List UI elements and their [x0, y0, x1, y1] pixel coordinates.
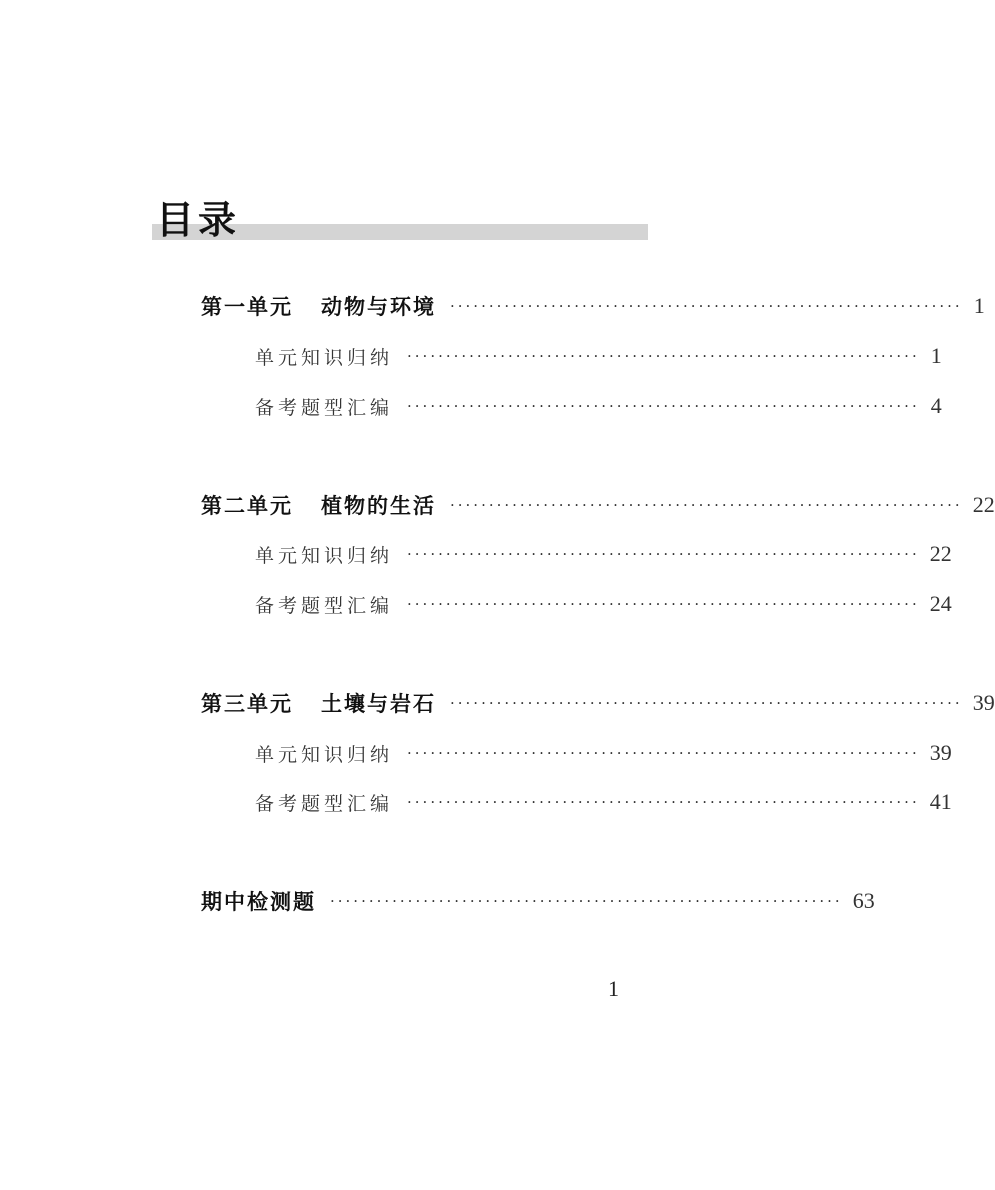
dot-leader: ·································································· [450, 496, 963, 514]
page-ref: 39 [972, 690, 995, 715]
item-title: 备考题型汇编 [255, 792, 394, 815]
page-ref: 63 [852, 888, 875, 913]
toc-item[interactable] [255, 341, 942, 371]
dot-leader: ·································································· [450, 297, 963, 315]
item-title: 单元知识归纳 [255, 346, 394, 369]
item-title: 单元知识归纳 [255, 544, 394, 567]
page-ref: 22 [972, 492, 995, 517]
unit-label: 第二单元 [201, 494, 293, 518]
unit-name: 植物的生活 [321, 494, 436, 518]
toc-item[interactable] [255, 391, 942, 421]
toc-item[interactable] [255, 787, 952, 817]
item-title: 备考题型汇编 [255, 594, 394, 617]
dot-leader: ·································································· [407, 793, 920, 811]
unit-label: 第一单元 [201, 295, 293, 319]
toc-unit-2[interactable] [201, 490, 995, 520]
toc-midterm[interactable] [201, 886, 875, 916]
dot-leader: ·································································· [407, 397, 920, 415]
toc-item[interactable] [255, 589, 952, 619]
toc-unit-1[interactable] [201, 291, 985, 321]
unit-title [201, 291, 436, 321]
midterm-title: 期中检测题 [201, 890, 316, 914]
page-ref: 24 [929, 591, 952, 616]
page-ref: 22 [929, 541, 952, 566]
page-ref: 1 [930, 343, 942, 368]
dot-leader: ·································································· [450, 694, 963, 712]
dot-leader: ·································································· [407, 347, 920, 365]
toc-heading [152, 200, 648, 244]
dot-leader: ·································································· [407, 545, 920, 563]
item-title: 备考题型汇编 [255, 396, 394, 419]
page-ref: 39 [929, 740, 952, 765]
toc-unit-3[interactable] [201, 688, 995, 718]
toc-item[interactable] [255, 539, 952, 569]
page-number: 1 [608, 976, 619, 1001]
dot-leader: ·································································· [407, 744, 920, 762]
unit-title [201, 490, 436, 520]
toc-item[interactable] [255, 738, 952, 768]
toc-title: 目录 [156, 198, 241, 242]
unit-label: 第三单元 [201, 692, 293, 716]
unit-name: 动物与环境 [321, 295, 436, 319]
dot-leader: ·································································· [407, 595, 920, 613]
unit-title [201, 688, 436, 718]
page-ref: 41 [929, 789, 952, 814]
item-title: 单元知识归纳 [255, 743, 394, 766]
page-ref: 4 [930, 393, 942, 418]
dot-leader: ·································································· [330, 892, 843, 910]
page-ref: 1 [973, 293, 985, 318]
unit-name: 土壤与岩石 [321, 692, 436, 716]
